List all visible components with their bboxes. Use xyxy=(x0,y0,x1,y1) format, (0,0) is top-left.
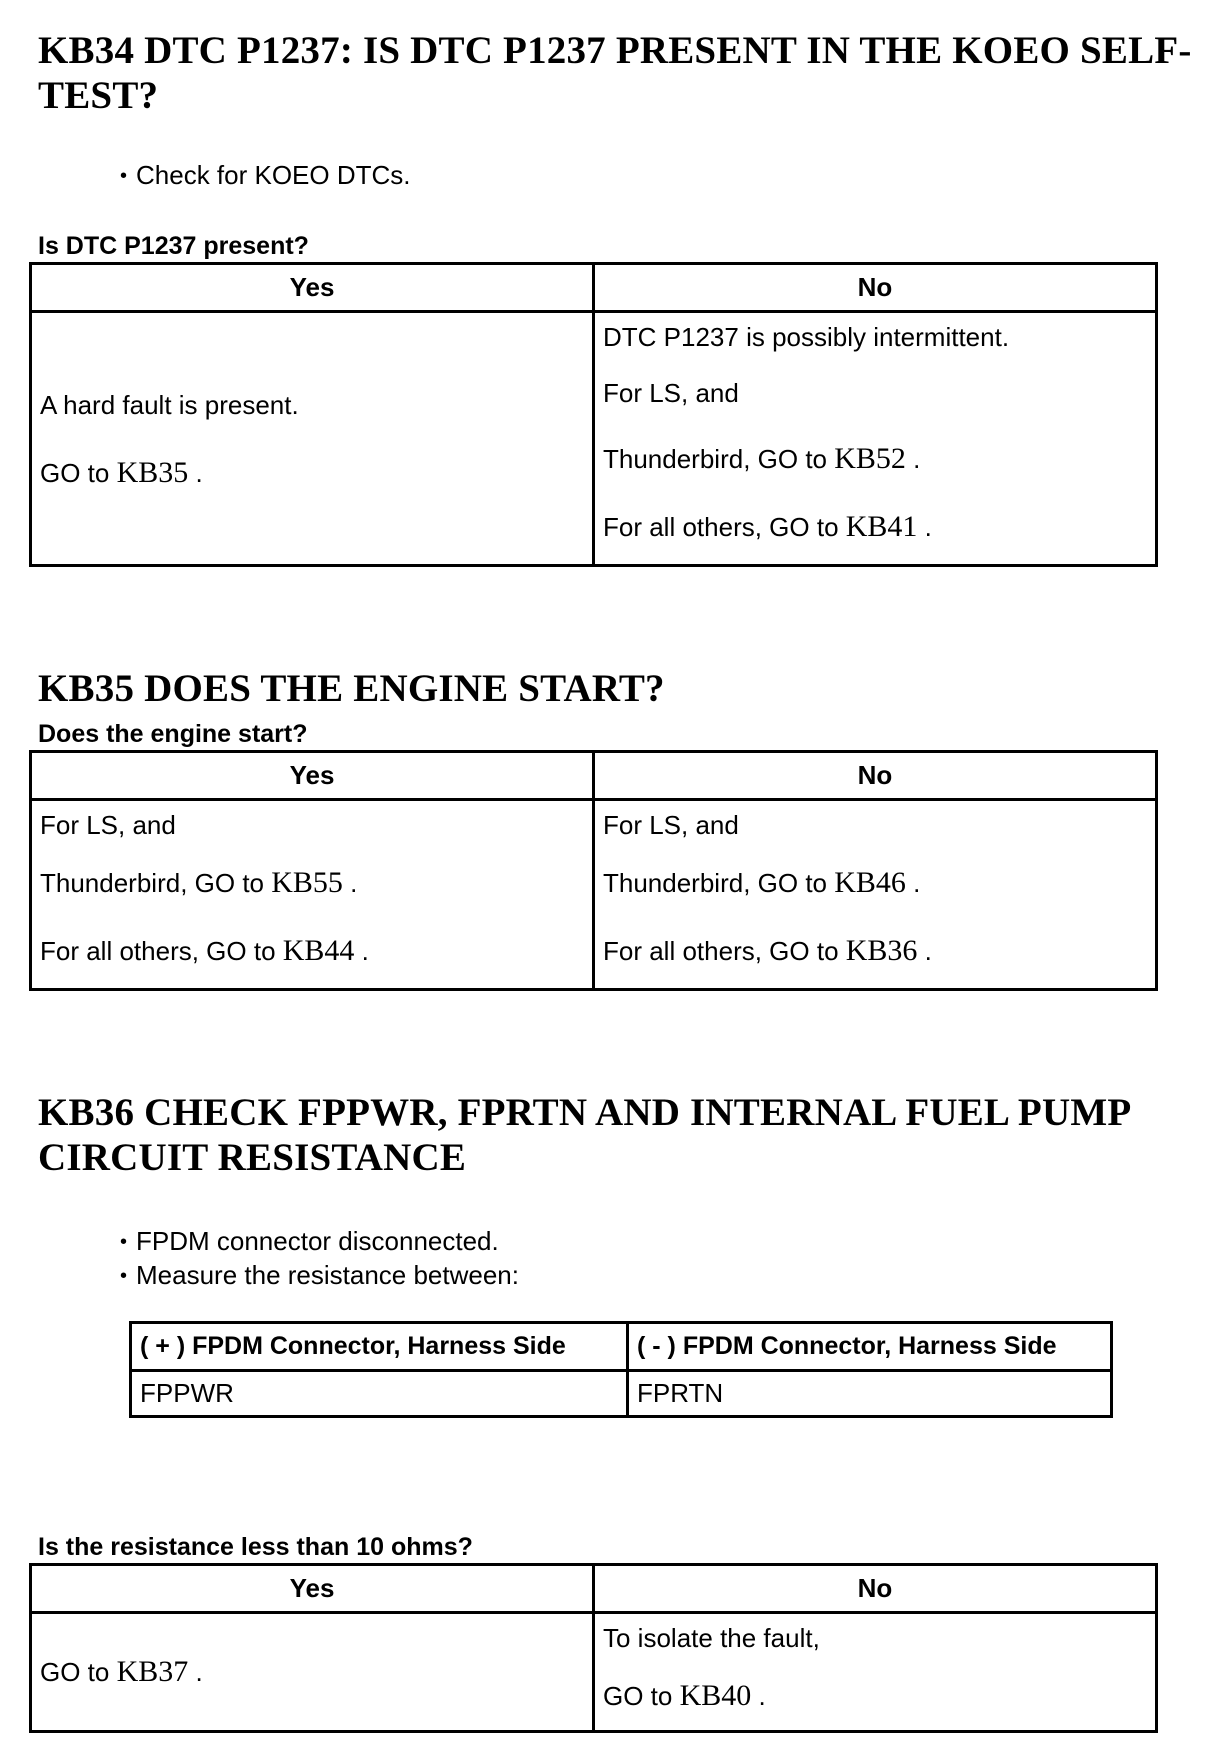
kb35-question: Does the engine start? xyxy=(38,720,308,748)
kb36-yes-cell xyxy=(31,1613,594,1732)
kb34-title-line2: TEST? xyxy=(38,74,159,117)
kb36-title xyxy=(38,1090,1131,1180)
bullet-icon: • xyxy=(120,1231,128,1253)
kb35-yes-line3: For all others, GO to KB44 . xyxy=(40,934,369,967)
kb36-connector-table xyxy=(129,1321,1113,1418)
kb34-decision-table xyxy=(29,262,1158,567)
kb34-no-line2: For LS, and xyxy=(603,378,739,408)
kb44-link[interactable]: KB44 xyxy=(282,934,355,967)
kb36-title-line1: KB36 CHECK FPPWR, FPRTN AND INTERNAL FUEL PUMP xyxy=(38,1091,1132,1134)
connector-negative-header: ( - ) FPDM Connector, Harness Side xyxy=(628,1323,1112,1371)
connector-negative-value: FPRTN xyxy=(628,1371,1112,1417)
kb34-no-line1: DTC P1237 is possibly intermittent. xyxy=(603,322,1010,352)
kb34-yes-cell xyxy=(31,312,594,566)
kb35-yes-header: Yes xyxy=(31,752,594,800)
kb34-bullet: • Check for KOEO DTCs. xyxy=(120,158,411,193)
kb36-link[interactable]: KB36 xyxy=(845,934,918,967)
kb36-title-line2: CIRCUIT RESISTANCE xyxy=(38,1136,467,1179)
kb35-no-line2: Thunderbird, GO to KB46 . xyxy=(603,866,921,899)
kb34-no-line3: Thunderbird, GO to KB52 . xyxy=(603,442,921,475)
kb34-no-header: No xyxy=(594,264,1157,312)
kb36-no-cell xyxy=(594,1613,1157,1732)
kb35-no-line1: For LS, and xyxy=(603,810,739,840)
kb36-no-go: GO to KB40 . xyxy=(603,1679,766,1712)
kb34-yes-header: Yes xyxy=(31,264,594,312)
kb34-title xyxy=(38,28,1192,118)
kb35-title: KB35 DOES THE ENGINE START? xyxy=(38,667,665,710)
kb35-decision-table xyxy=(29,750,1158,991)
kb35-yes-line1: For LS, and xyxy=(40,810,176,840)
connector-positive-header: ( + ) FPDM Connector, Harness Side xyxy=(131,1323,628,1371)
kb34-title-line1: KB34 DTC P1237: IS DTC P1237 PRESENT IN THE KOEO SELF- xyxy=(38,29,1192,72)
kb34-question: Is DTC P1237 present? xyxy=(38,232,309,260)
kb36-no-header: No xyxy=(594,1565,1157,1613)
kb36-question: Is the resistance less than 10 ohms? xyxy=(38,1533,473,1561)
kb41-link[interactable]: KB41 xyxy=(845,510,918,543)
bullet-icon: • xyxy=(120,165,128,187)
kb37-link[interactable]: KB37 xyxy=(116,1655,189,1688)
kb36-bullet-1: • FPDM connector disconnected. xyxy=(120,1224,499,1259)
kb34-yes-line: A hard fault is present. xyxy=(40,389,299,420)
bullet-icon: • xyxy=(120,1265,128,1287)
kb35-no-line3: For all others, GO to KB36 . xyxy=(603,934,932,967)
kb36-yes-header: Yes xyxy=(31,1565,594,1613)
kb35-yes-line2: Thunderbird, GO to KB55 . xyxy=(40,866,358,899)
kb34-no-line4: For all others, GO to KB41 . xyxy=(603,510,932,543)
kb36-no-line1: To isolate the fault, xyxy=(603,1623,820,1653)
kb36-yes-go: GO to KB37 . xyxy=(40,1655,203,1688)
kb35-yes-cell xyxy=(31,800,594,990)
kb46-link[interactable]: KB46 xyxy=(834,866,906,899)
kb55-link[interactable]: KB55 xyxy=(271,866,343,899)
kb34-yes-go: GO to KB35 . xyxy=(40,455,203,489)
kb34-no-cell xyxy=(594,312,1157,566)
kb52-link[interactable]: KB52 xyxy=(834,442,906,475)
kb36-bullet-2: • Measure the resistance between: xyxy=(120,1258,519,1293)
kb35-no-cell xyxy=(594,800,1157,990)
connector-positive-value: FPPWR xyxy=(131,1371,628,1417)
kb36-decision-table xyxy=(29,1563,1158,1733)
kb35-no-header: No xyxy=(594,752,1157,800)
kb35-link[interactable]: KB35 xyxy=(116,455,189,489)
kb40-link[interactable]: KB40 xyxy=(679,1679,752,1712)
